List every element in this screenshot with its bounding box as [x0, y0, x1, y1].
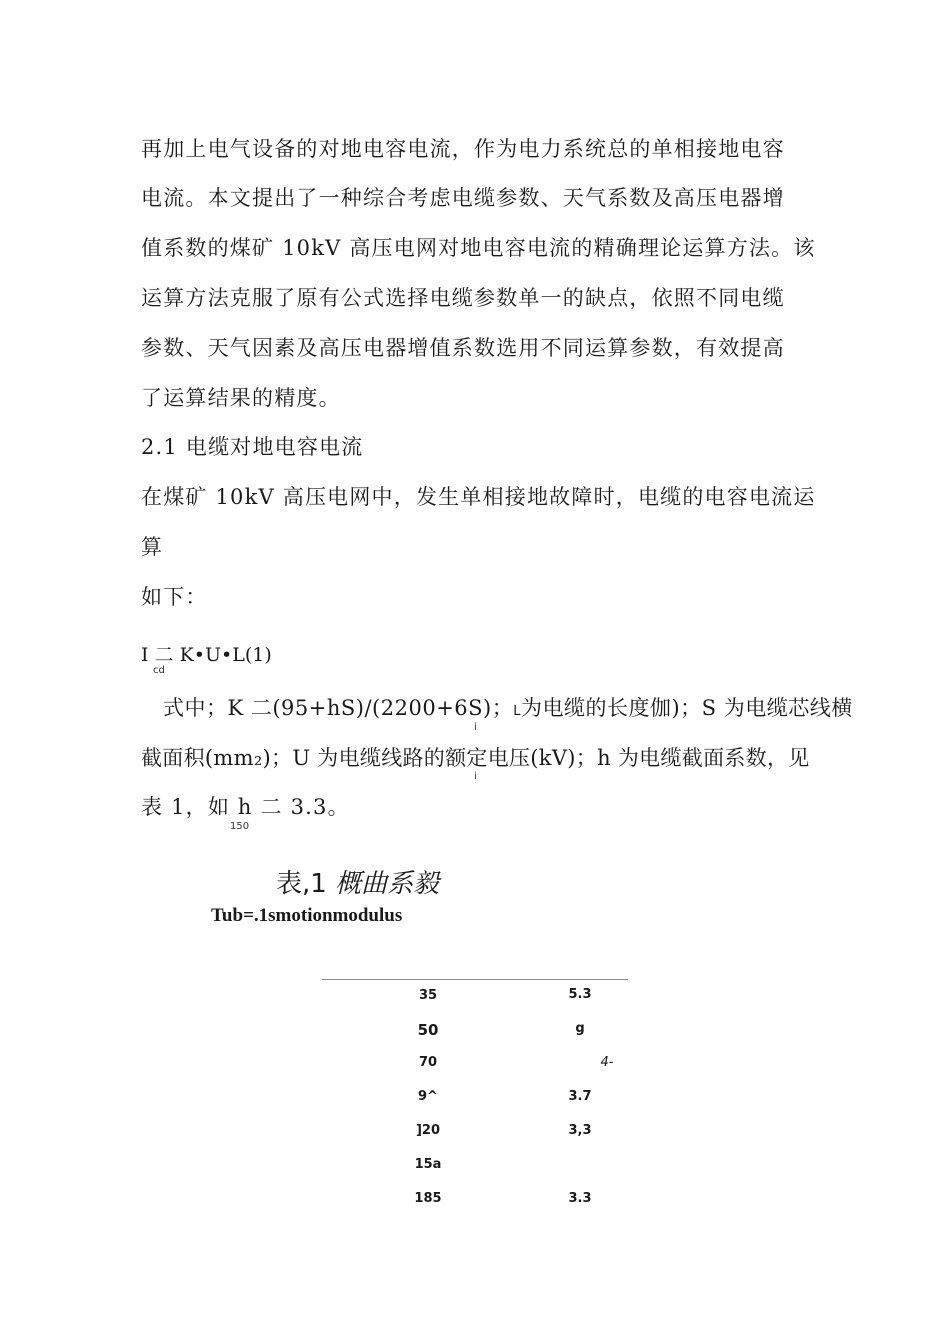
intro-line-2: 算: [141, 535, 164, 559]
paragraph-line-1: 再加上电气设备的对地电容电流，作为电力系统总的单相接地电容: [141, 137, 785, 161]
explanation-line-3: 表 1，如 h 二 3.3。: [141, 795, 350, 819]
paragraph-line-5: 参数、天气因素及高压电器增值系数选用不同运算参数，有效提高: [141, 336, 785, 360]
subscript-150: 150: [230, 821, 250, 832]
formula: I 二 K•U•L(1): [141, 644, 272, 666]
intro-line-1: 在煤矿 10kV 高压电网中，发生单相接地故障时，电缆的电容电流运: [141, 485, 816, 509]
paragraph-line-3: 值系数的煤矿 10kV 高压电网对地电容电流的精确理论运算方法。该: [141, 236, 816, 260]
table-cell-coefficient: 4-: [600, 1055, 614, 1070]
table-title: [276, 863, 439, 900]
table-cell-section: 9^: [418, 1089, 438, 1104]
paragraph-line-2: 电流。本文提出了一种综合考虑电缆参数、天气系数及高压电器增: [141, 186, 785, 210]
length-symbol: L: [513, 704, 521, 719]
table-title-text: 概曲系毅: [335, 869, 440, 899]
table-cell-coefficient: 3.7: [568, 1089, 592, 1104]
table-cell-coefficient: 3.3: [568, 1191, 592, 1206]
table-cell-section: 35: [418, 988, 438, 1003]
section-heading: 2.1 电缆对地电容电流: [141, 435, 364, 459]
table-cell-coefficient: 5.3: [568, 987, 592, 1002]
subscript-i-2: i: [474, 771, 477, 782]
table-cell-coefficient: g: [575, 1021, 585, 1036]
formula-subscript: cd: [153, 665, 165, 676]
paragraph-line-6: 了运算结果的精度。: [141, 386, 341, 410]
table-title-number: 表,1: [276, 869, 336, 899]
table-top-rule: [322, 979, 628, 980]
table-cell-section: 50: [417, 1021, 439, 1039]
table-cell-section: 15a: [414, 1157, 442, 1172]
table-cell-coefficient: 3,3: [568, 1123, 592, 1138]
explanation-line-2: 截面积(mm₂)；U 为电缆线路的额定电压(kV)；h 为电缆截面系数，见: [141, 746, 810, 770]
paragraph-line-4: 运算方法克服了原有公式选择电缆参数单一的缺点，依照不同电缆: [141, 286, 785, 310]
table-cell-section: ]20: [415, 1123, 441, 1138]
subscript-i-1: i: [474, 722, 477, 733]
table-subtitle: Tub=.1smotionmodulus: [211, 905, 403, 926]
table-cell-section: 185: [414, 1191, 442, 1206]
explanation-line-1-b: 为电缆的长度伽)；S 为电缆芯线横: [520, 696, 853, 720]
explanation-line-1: [163, 698, 853, 719]
table-cell-section: 70: [418, 1055, 438, 1070]
intro-line-3: 如下：: [141, 585, 208, 609]
explanation-line-1-a: 式中；K 二(95+hS)/(2200+6S)；: [163, 696, 514, 720]
